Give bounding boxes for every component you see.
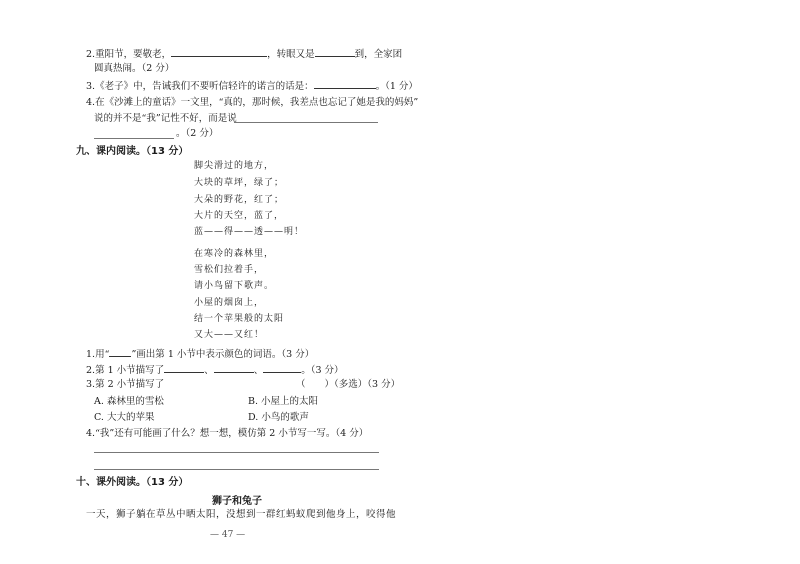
answer-blank[interactable]: [214, 362, 254, 373]
poem-line: 大朵的野花，红了；: [194, 195, 285, 205]
poem-line: 又大——又红！: [194, 330, 265, 340]
page-number: — 47 —: [210, 530, 246, 540]
question-number: 3.: [86, 379, 96, 390]
answer-line[interactable]: [234, 122, 378, 123]
answer-blank[interactable]: [263, 362, 301, 373]
writing-line[interactable]: [94, 452, 379, 453]
poem-line: 请小鸟留下歌声。: [194, 281, 275, 291]
poem-line: 大片的天空，蓝了，: [194, 211, 285, 221]
question-text: “我”还有可能画了什么？想一想，模仿第 2 小节写一写。（4 分）: [95, 428, 369, 439]
poem-line: 大块的草坪，绿了；: [194, 178, 285, 188]
s8-q2-line1: [86, 46, 402, 61]
question-text: 第 2 小节描写了: [95, 379, 165, 390]
poem-line: 脚尖滑过的地方，: [194, 161, 275, 171]
poem-line: 雪松们拉着手，: [194, 265, 265, 275]
option-a[interactable]: A. 森林里的雪松: [94, 396, 164, 407]
question-text: ，转眼又是: [267, 49, 315, 60]
question-number: 3.: [86, 81, 96, 92]
question-text: 重阳节，要敬老，: [95, 49, 172, 60]
answer-blank[interactable]: [315, 46, 355, 57]
separator: 、: [253, 365, 264, 376]
poem-line: 小屋的烟囱上，: [194, 298, 265, 308]
option-b[interactable]: B. 小屋上的太阳: [248, 396, 319, 407]
answer-blank[interactable]: [314, 78, 376, 89]
writing-line[interactable]: [94, 469, 379, 470]
option-c[interactable]: C. 大大的苹果: [94, 412, 155, 423]
question-number: 2.: [86, 365, 96, 376]
option-d[interactable]: D. 小鸟的歌声: [248, 412, 309, 423]
question-number: 2.: [86, 49, 96, 60]
s8-q4-line3: 。（2 分）: [176, 128, 219, 139]
s8-q3-line: [86, 78, 418, 93]
story-title: 狮子和兔子: [212, 496, 262, 507]
s8-q4-line1: [86, 96, 418, 109]
question-text: 用“: [95, 349, 110, 360]
s8-q4-line2: 说的并不是“我”记性不好，而是说: [94, 113, 237, 124]
answer-blank[interactable]: [164, 362, 204, 373]
separator: 、: [204, 365, 214, 376]
question-number: 4.: [86, 428, 96, 439]
answer-blank[interactable]: [171, 46, 267, 57]
s9-q1-line: [86, 346, 314, 361]
s8-q2-line2: 圆真热闹。（2 分）: [94, 63, 175, 74]
s9-q3-line: [86, 378, 164, 391]
answer-line[interactable]: [94, 138, 174, 139]
question-text: 第 1 小节描写了: [95, 365, 165, 376]
question-text: ”画出第 1 小节中表示颜色的词语。（3 分）: [131, 349, 315, 360]
question-number: 4.: [86, 97, 96, 108]
section10-heading: 十、课外阅读。（13 分）: [76, 477, 189, 488]
poem-line: 在寒冷的森林里，: [194, 249, 275, 259]
question-text: 《老子》中，告诫我们不要听信轻许的诺言的话是：: [95, 81, 314, 92]
poem-line: 结一个苹果般的太阳: [194, 314, 285, 324]
question-text: 在《沙滩上的童话》一文里，“真的，那时候，我差点也忘记了她是我的妈妈”: [95, 97, 419, 108]
question-text: 。（3 分）: [301, 365, 344, 376]
question-number: 1.: [86, 349, 96, 360]
s9-q2-line: [86, 362, 344, 377]
question-text: 到，全家团: [354, 49, 403, 60]
story-text-line: 一天，狮子躺在草丛中晒太阳，没想到一群红蚂蚁爬到他身上，咬得他: [86, 509, 397, 520]
underline-sample: [109, 346, 131, 357]
s9-q4-line: [86, 427, 368, 440]
question-text: 。（1 分）: [375, 81, 418, 92]
choice-answer-paren[interactable]: （ ）（多选）（3 分）: [296, 379, 401, 390]
section9-heading: 九、课内阅读。（13 分）: [76, 146, 189, 157]
poem-line: 蓝——得——透——明！: [194, 227, 305, 237]
